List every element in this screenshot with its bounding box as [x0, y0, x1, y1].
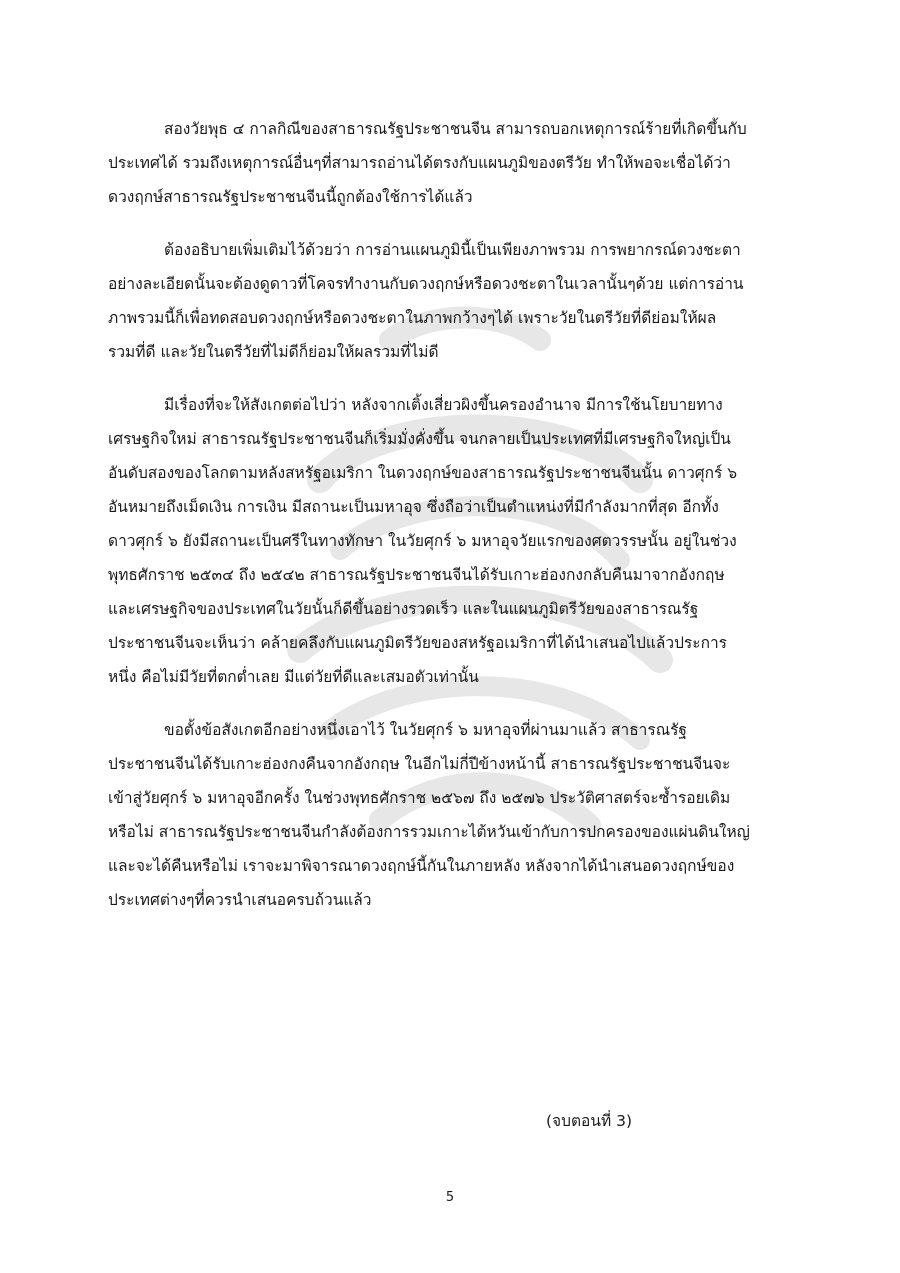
- page-number: 5: [445, 1190, 455, 1205]
- text-line: ประชาชนจีนได้รับเกาะฮ่องกงคืนจากอังกฤษ ในอีกไม่กี่ปีข้างหน้านี้ สาธารณรัฐประชาชนจีนจะ: [108, 755, 731, 773]
- text-line: หรือไม่ สาธารณรัฐประชาชนจีนกำลังต้องการรวมเกาะไต้หวันเข้ากับการปกครองของแผ่นดินใหญ่: [108, 823, 750, 841]
- text-line: มีเรื่องที่จะให้สังเกตต่อไปว่า หลังจากเติ้งเสี่ยวผิงขึ้นครองอำนาจ มีการใช้นโยบายทาง: [164, 396, 723, 414]
- paragraph-2: [108, 233, 798, 369]
- document-body: [108, 112, 798, 936]
- text-line: ภาพรวมนี้ก็เพื่อทดสอบดวงฤกษ์หรือดวงชะตาในภาพกว้างๆได้ เพราะวัยในตรีวัยที่ดีย่อมให้ผล: [108, 309, 717, 327]
- text-line: ประเทศได้ รวมถึงเหตุการณ์อื่นๆที่สามารถอ่านได้ตรงกับแผนภูมิของตรีวัย ทำให้พอจะเชื่อได้ว่า: [108, 154, 731, 172]
- text-line: ดาวศุกร์ ๖ ยังมีสถานะเป็นศรีในทางทักษา ในวัยศุกร์ ๖ มหาอุจวัยแรกของศตวรรษนั้น อยู่ในช่วง: [108, 532, 737, 550]
- text-line: สองวัยพุธ ๔ กาลกิณีของสาธารณรัฐประชาชนจีน สามารถบอกเหตุการณ์ร้ายที่เกิดขึ้นกับ: [164, 120, 747, 138]
- text-line: และจะได้คืนหรือไม่ เราจะมาพิจารณาดวงฤกษ์นี้กันในภายหลัง หลังจากได้นำเสนอดวงฤกษ์ของ: [108, 857, 735, 875]
- paragraph-1: [108, 112, 798, 214]
- text-line: รวมที่ดี และวัยในตรีวัยที่ไม่ดีก็ย่อมให้ผลรวมที่ไม่ดี: [108, 343, 439, 361]
- chapter-end-note: (จบตอนที่ 3): [546, 1112, 632, 1130]
- text-line: หนึ่ง คือไม่มีวัยที่ตกต่ำเลย มีแต่วัยที่ดีและเสมอตัวเท่านั้น: [108, 668, 479, 686]
- text-line: อย่างละเอียดนั้นจะต้องดูดาวที่โคจรทำงานกับดวงฤกษ์หรือดวงชะตาในเวลานั้นๆด้วย แต่การอ่าน: [108, 275, 744, 293]
- text-line: เศรษฐกิจใหม่ สาธารณรัฐประชาชนจีนก็เริ่มมั่งคั่งขึ้น จนกลายเป็นประเทศที่มีเศรษฐกิจใหญ่เป็น: [108, 430, 731, 448]
- text-line: และเศรษฐกิจของประเทศในวัยนั้นก็ดีขึ้นอย่างรวดเร็ว และในแผนภูมิตรีวัยของสาธารณรัฐ: [108, 600, 699, 618]
- text-line: อันดับสองของโลกตามหลังสหรัฐอเมริกา ในดวงฤกษ์ของสาธารณรัฐประชาชนจีนนั้น ดาวศุกร์ ๖: [108, 464, 738, 482]
- paragraph-3: [108, 388, 798, 694]
- text-line: เข้าสู่วัยศุกร์ ๖ มหาอุจอีกครั้ง ในช่วงพุทธศักราช ๒๕๖๗ ถึง ๒๕๗๖ ประวัติศาสตร์จะซ้ำรอยเดิม: [108, 789, 731, 807]
- text-line: พุทธศักราช ๒๕๓๔ ถึง ๒๕๔๒ สาธารณรัฐประชาชนจีนได้รับเกาะฮ่องกงกลับคืนมาจากอังกฤษ: [108, 566, 725, 584]
- text-line: ดวงฤกษ์สาธารณรัฐประชาชนจีนนี้ถูกต้องใช้การได้แล้ว: [108, 188, 473, 206]
- text-line: อันหมายถึงเม็ดเงิน การเงิน มีสถานะเป็นมหาอุจ ซึ่งถือว่าเป็นตำแหน่งที่มีกำลังมากที่สุด อีกทั้ง: [108, 498, 719, 516]
- text-line: ต้องอธิบายเพิ่มเติมไว้ด้วยว่า การอ่านแผนภูมินี้เป็นเพียงภาพรวม การพยากรณ์ดวงชะตา: [164, 241, 741, 259]
- text-line: ประชาชนจีนจะเห็นว่า คล้ายคลึงกับแผนภูมิตรีวัยของสหรัฐอเมริกาที่ได้นำเสนอไปแล้วประการ: [108, 634, 727, 652]
- text-line: ประเทศต่างๆที่ควรนำเสนอครบถ้วนแล้ว: [108, 891, 372, 909]
- paragraph-4: [108, 713, 798, 917]
- text-line: ขอตั้งข้อสังเกตอีกอย่างหนึ่งเอาไว้ ในวัยศุกร์ ๖ มหาอุจที่ผ่านมาแล้ว สาธารณรัฐ: [164, 721, 687, 739]
